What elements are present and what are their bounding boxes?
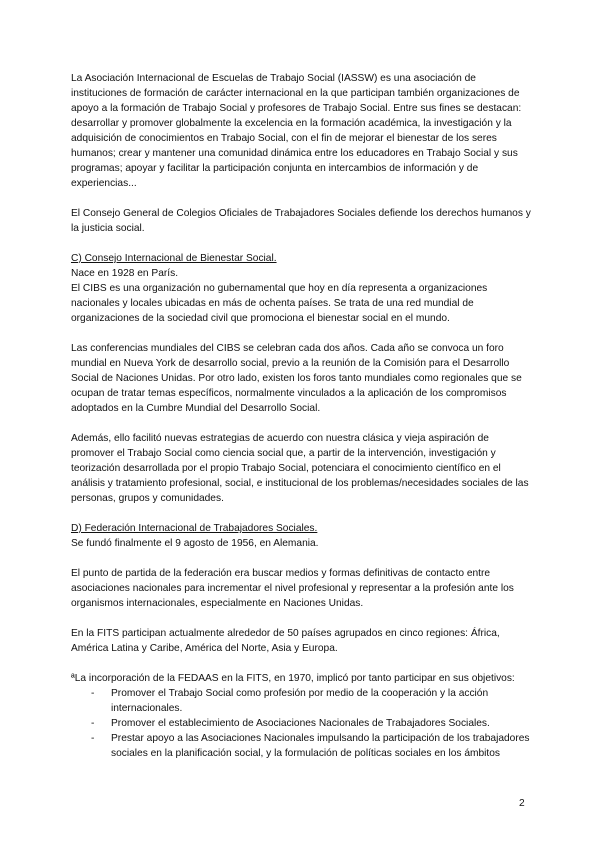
section-c-founded: Nace en 1928 en París.: [71, 268, 179, 279]
paragraph-consejo-general: El Consejo General de Colegios Oficiales de Trabajadores Sociales defiende los derechos humanos y la justicia social.: [71, 208, 531, 234]
list-item-text: Promover el establecimiento de Asociaciones Nacionales de Trabajadores Sociales.: [111, 718, 490, 729]
list-item: [71, 716, 531, 731]
page-number: 2: [519, 798, 525, 809]
list-item: [71, 731, 531, 761]
list-item-text: Prestar apoyo a las Asociaciones Nacionales impulsando la participación de los trabajadores sociales en la planificación social, y la formulación de políticas sociales en los ámbitos: [111, 733, 530, 759]
list-dash: -: [91, 718, 95, 729]
section-c-description: El CIBS es una organización no gubernamental que hoy en día representa a organizaciones nacionales y locales ubicadas en más de ochenta países. Se trata de una red mundial de organizaciones de la sociedad civil que promociona el bienestar social en el mundo.: [71, 283, 488, 324]
section-d-fedaas-intro: ªLa incorporación de la FEDAAS en la FITS, en 1970, implicó por tanto participar en sus objetivos:: [71, 673, 515, 684]
paragraph-iassw: La Asociación Internacional de Escuelas de Trabajo Social (IASSW) es una asociación de instituciones de formación de carácter internacional en la que participan también organizaciones de apoyo a la formación de Trabajo Social y profesores de Trabajo Social. Entre sus fines se destacan: desarrollar y promover globalmente la excelencia en la formación académica, la investigación y la adquisición de conocimientos en Trabajo Social, con el fin de mejorar el bienestar de los seres humanos; crear y mantener una comunidad dinámica entre los educadores en Trabajo Social y sus programas; apoyar y facilitar la participación conjunta en intercambios de información y de experiencias...: [71, 73, 522, 189]
section-d-regions: En la FITS participan actualmente alrededor de 50 países agrupados en cinco regiones: África, América Latina y Caribe, América del Norte, Asia y Europa.: [71, 628, 500, 654]
list-dash: -: [91, 733, 95, 744]
objectives-list: [71, 686, 531, 761]
list-dash: -: [91, 688, 95, 699]
list-item: [71, 686, 531, 716]
section-c-heading: C) Consejo Internacional de Bienestar Social.: [71, 253, 277, 264]
list-item-text: Promover el Trabajo Social como profesión por medio de la cooperación y la acción internacionales.: [111, 688, 489, 714]
section-d-purpose: El punto de partida de la federación era buscar medios y formas definitivas de contacto entre asociaciones nacionales para incrementar el nivel profesional y representar a la profesión ante los organismos internacionales, especialmente en Naciones Unidas.: [71, 568, 514, 609]
section-d-heading: D) Federación Internacional de Trabajadores Sociales.: [71, 523, 318, 534]
section-c-strategies: Además, ello facilitó nuevas estrategias de acuerdo con nuestra clásica y vieja aspiración de promover el Trabajo Social como ciencia social que, a partir de la intervención, investigación y teorización desarrollada por el propio Trabajo Social, potenciara el conocimiento científico en el análisis y tratamiento profesional, social, e institucional de los problemas/necesidades sociales de las personas, grupos y comunidades.: [71, 433, 529, 504]
section-d-founded: Se fundó finalmente el 9 agosto de 1956, en Alemania.: [71, 538, 319, 549]
section-c-conferences: Las conferencias mundiales del CIBS se celebran cada dos años. Cada año se convoca un foro mundial en Nueva York de desarrollo social, previo a la reunión de la Comisión para el Desarrollo Social de Naciones Unidas. Por otro lado, existen los foros tanto mundiales como regionales que se ocupan de tratar temas específicos, normalmente vinculados a la aplicación de los compromisos adoptados en la Cumbre Mundial del Desarrollo Social.: [71, 343, 522, 414]
page-content: [71, 71, 531, 761]
